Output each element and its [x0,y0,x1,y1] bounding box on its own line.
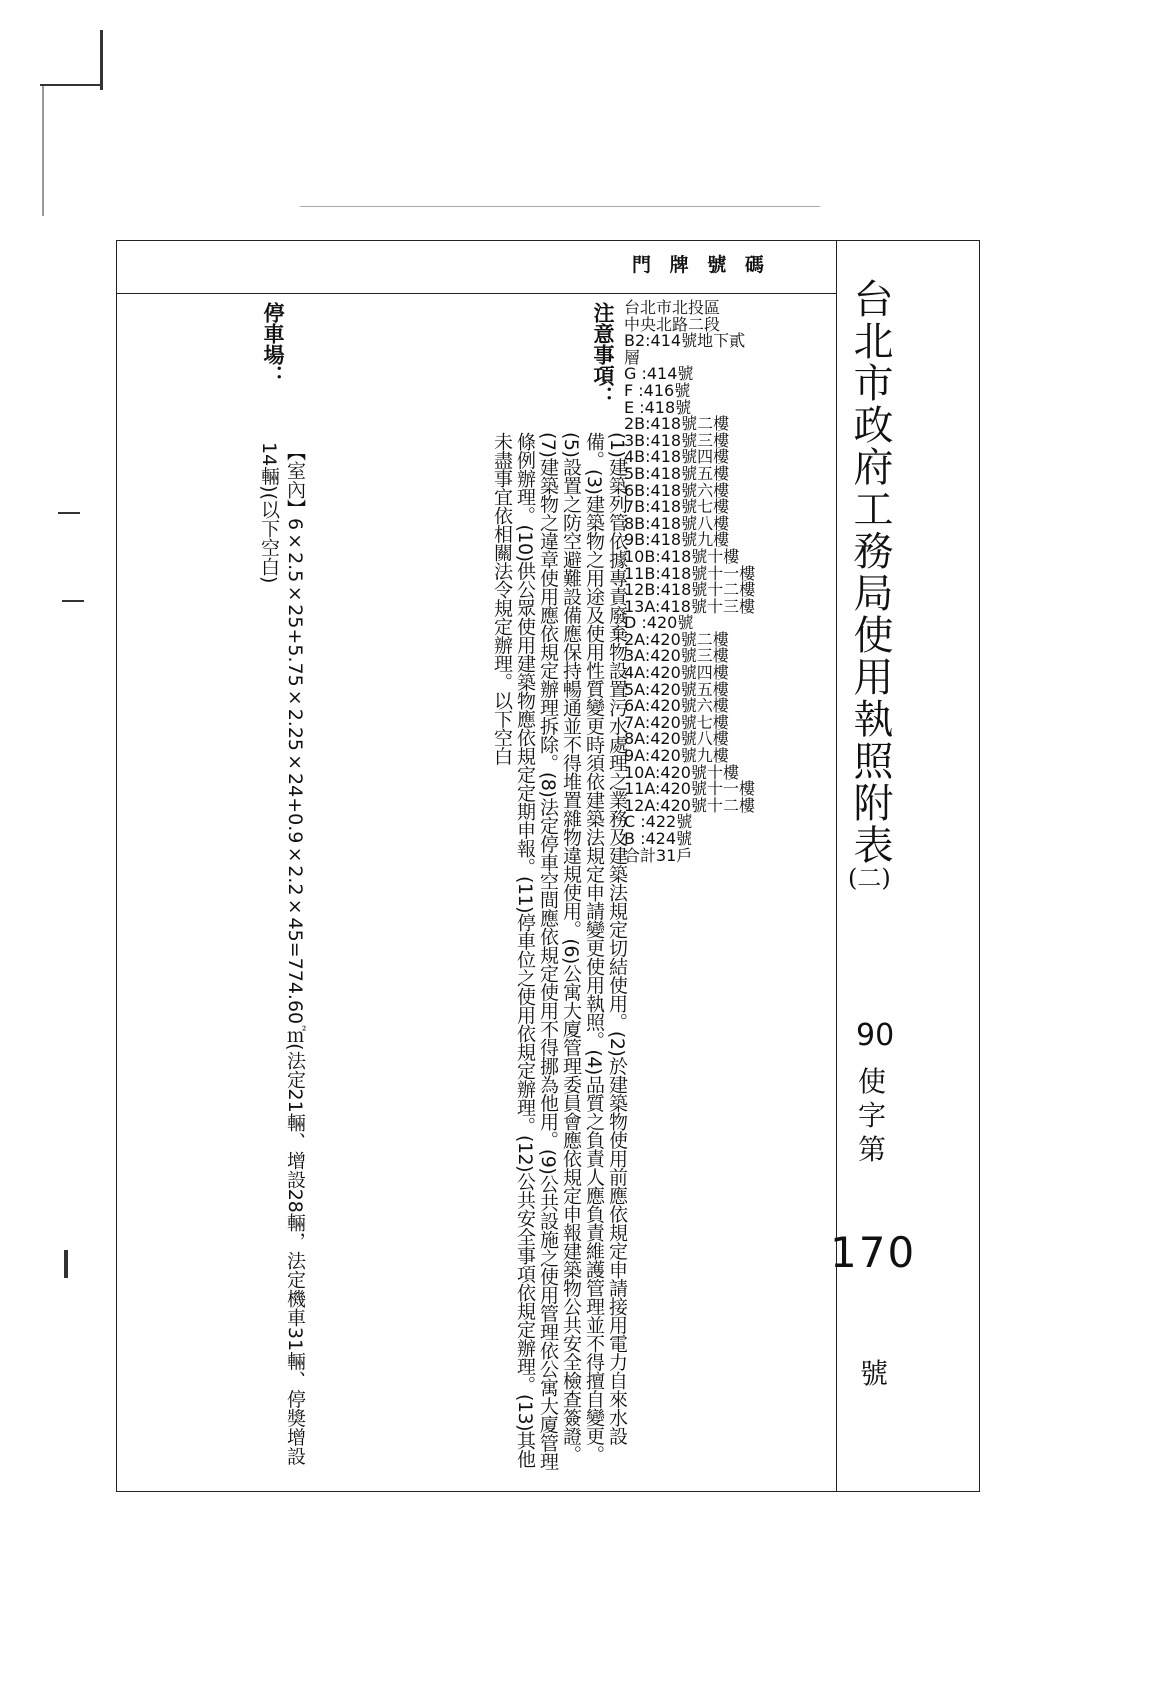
address-line: 11A:420號十一樓 [624,779,755,799]
address-line: 合計31戶 [624,845,693,865]
permit-zi: 字 [858,1099,887,1132]
permit-year: 90 [856,1018,895,1053]
header-divider [117,293,836,294]
address-line: 2A:420號二樓 [624,629,729,649]
permit-hao: 號 [860,1357,889,1390]
parking-label: 停車場： [261,302,285,386]
address-line: 3A:420號三樓 [624,646,729,666]
scan-mark-corner [40,84,102,86]
notes-label: 注意事項： [591,302,615,407]
address-line: B :424號 [624,829,692,848]
scan-mark-dash-2 [62,600,84,602]
scan-mark-top [100,30,103,90]
address-line: 9A:420號九樓 [624,746,729,766]
address-line: 中央北路二段 [624,314,721,334]
address-line: 8B:418號八樓 [624,513,730,533]
address-line: 13A:418號十三樓 [624,596,755,616]
scan-mark-bar [64,1250,68,1278]
address-line: 9B:418號九樓 [624,530,730,550]
address-line: 5A:420號五樓 [624,679,729,699]
address-list [624,300,755,864]
scan-mark-dash-1 [58,512,80,514]
address-line: B2:414號地下貳 [624,331,746,351]
address-line: 7B:418號七樓 [624,497,730,517]
address-line: 12A:420號十二樓 [624,795,755,815]
address-line: 11B:418號十一樓 [624,563,756,583]
address-line: 5B:418號五樓 [624,463,730,483]
scan-mark-left [42,86,44,216]
address-line: E :418號 [624,397,692,417]
address-line: 6B:418號六樓 [624,480,730,500]
address-line: 7A:420號七樓 [624,712,729,732]
parking-text: 【室內】6×2.5×25+5.75×2.25×24+0.9×2.2×45=774.60㎡(法定21輛、增設28輛，法定機車31輛、停獎增設14輛)(以下空白) [258,442,306,1466]
address-line: 4A:420號四樓 [624,663,729,683]
title-column-divider [836,241,837,1491]
doorplate-header: 門 牌 號 碼 [632,254,770,276]
scan-mark-topline [300,206,820,207]
address-line: 10A:420號十樓 [624,762,739,782]
address-line: 12B:418號十二樓 [624,580,756,600]
address-line: 10B:418號十樓 [624,546,740,566]
form-subtitle: (二) [848,864,891,892]
address-line: 2B:418號二樓 [624,414,730,434]
address-line: 層 [624,347,641,367]
address-line: 6A:420號六樓 [624,696,729,716]
address-line: G :414號 [624,364,694,384]
permit-di: 第 [858,1133,887,1166]
address-line: 台北市北投區 [624,298,721,317]
address-line: 3B:418號三樓 [624,430,730,450]
address-line: D :420號 [624,613,694,633]
address-line: F :416號 [624,380,691,400]
form-title: 台北市政府工務局使用執照附表 [847,278,893,866]
address-line: C :422號 [624,812,693,832]
notes-text: (1)建築列管依據專責廢棄物設置污水處理之業務及建築法規定切結使用。(2)於建築物使用前應依規定申請接用電力自來水設備。(3)建築物之用途及使用性質變更時須依建築法規定申請變更使用執照。(4)品質之負責人應負責維護管理並不得擅自變更。(5)設置之防空避難設備應保持暢通並不得堆置雜物違規使用。(6)公寓大廈管理委員會應依規定申報建築物公共安全檢查簽證。(7)建築物之違章使用應依規定辦理拆除。(8)法定停車空間應依規定使用不得挪為他用。(9)公共設施之使用管理依公寓大廈管理條例辦理。(10)供公眾使用建築物應依規定定期申報。(11)停車位之使用依規定辦理。(12)公共安全事項依規定辦理。(13)其他未盡事宜依相關法令規定辦理。以下空白 [491,432,628,1471]
permit-number: 170 [830,1228,917,1277]
permit-type-char: 使 [858,1065,887,1098]
address-line: 4B:418號四樓 [624,447,730,467]
address-line: 8A:420號八樓 [624,729,729,749]
